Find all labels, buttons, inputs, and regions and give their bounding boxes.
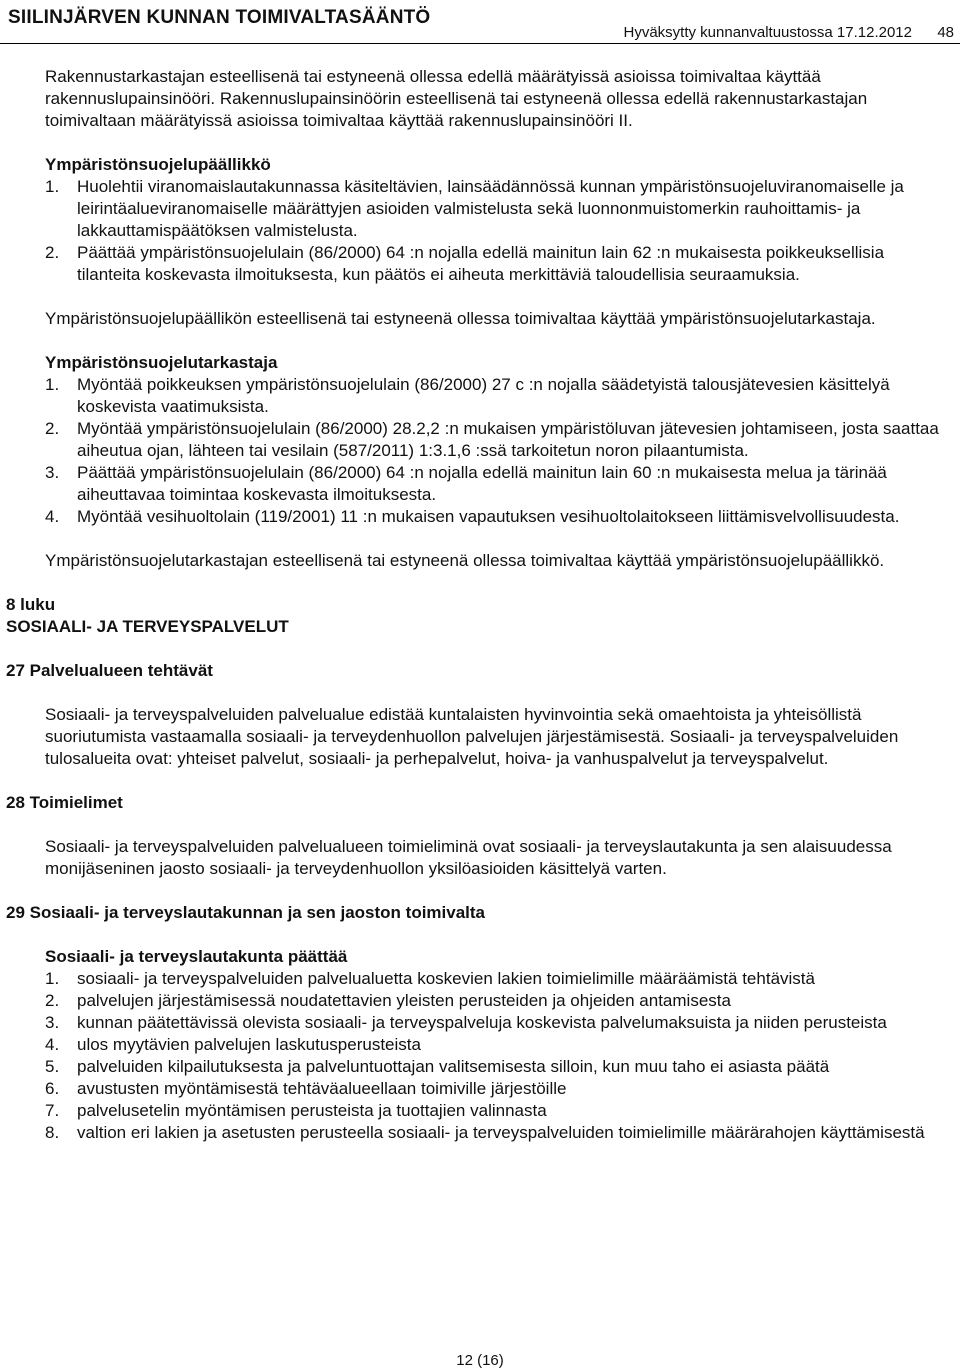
footer-page-count: 12 (16) [456,1352,504,1369]
list-item: 3. kunnan päätettävissä olevista sosiaali- ja terveyspalveluja koskevista palvelumaksuista ja niiden perusteista [45,1013,887,1032]
section-28-text: Sosiaali- ja terveyspalveluiden palvelualueen toimieliminä ovat sosiaali- ja terveyslautakunta ja sen alaisuudessa monijäseninen jaosto sosiaali- ja terveydenhuollon yksilöasioiden käsittelyä varten. [45,837,892,878]
page-header [0,0,960,44]
chapter-title: SOSIAALI- JA TERVEYSPALVELUT [6,617,289,636]
ymparisto-paallikko-list [0,176,960,286]
list-item: 3. Päättää ympäristönsuojelulain (86/2000) 64 :n nojalla edellä mainitun lain 60 :n mukaisesta melua ja tärinää aiheuttavaa toimintaa koskevasta ilmoituksesta. [45,463,887,504]
ymparisto-tarkastaja-list [0,374,960,528]
list-item: 1. sosiaali- ja terveyspalveluiden palvelualuetta koskevien lakien toimielimille määräämistä tehtävistä [45,969,815,988]
section-28-heading: 28 Toimielimet [6,793,123,812]
list-item: 1. Huolehtii viranomaislautakunnassa käsiteltävien, lainsäädännössä kunnan ympäristönsuojeluviranomaiselle ja leirintäalueviranomaiselle määrättyjen asioiden valmistelusta sekä luonnonmuistomerkin rauhoittamis- ja lakkauttamispäätöksen valmistelusta. [45,177,904,240]
list-item: 1. Myöntää poikkeuksen ympäristönsuojelulain (86/2000) 27 c :n nojalla säädetyistä talousjätevesien käsittelyä koskevista vaatimuksista. [45,375,890,416]
list-item: 2. Myöntää ympäristönsuojelulain (86/2000) 28.2,2 :n mukaisen ympäristöluvan jätevesien johtamiseen, josta saattaa aiheutua ojan, lähteen tai vesilain (587/2011) 1:3.1,6 :ssä tarkoitetun noron pilaantumista. [45,419,939,460]
section-29-heading: 29 Sosiaali- ja terveyslautakunnan ja sen jaoston toimivalta [6,903,486,922]
list-item: 7. palvelusetelin myöntämisen perusteista ja tuottajien valinnasta [45,1101,547,1120]
approval-note: Hyväksytty kunnanvaltuustossa 17.12.2012 [623,24,912,41]
list-item: 8. valtion eri lakien ja asetusten perusteella sosiaali- ja terveyspalveluiden toimielimille määrärahojen käyttämisestä [45,1123,925,1142]
section-29-list [0,968,960,1144]
list-item: 4. Myöntää vesihuoltolain (119/2001) 11 :n mukaisen vapautuksen vesihuoltolaitokseen liittämisvelvollisuudesta. [45,507,900,526]
intro-paragraph: Rakennustarkastajan esteellisenä tai estyneenä ollessa edellä määrätyissä asioissa toimivaltaa käyttää rakennuslupainsinööri. Rakennuslupainsinöörin esteellisenä tai estyneenä ollessa edellä rakennustarkastajan toimivaltaan määrätyissä asioissa toimivaltaa käyttää rakennuslupainsinööri II. [45,67,868,130]
list-item: 6. avustusten myöntämisestä tehtäväalueellaan toimiville järjestöille [45,1079,567,1098]
section-29-subheading: Sosiaali- ja terveyslautakunta päättää [45,947,348,966]
list-item: 2. palvelujen järjestämisessä noudatettavien yleisten perusteiden ja ohjeiden antamisesta [45,991,731,1010]
list-item: 5. palveluiden kilpailutuksesta ja palveluntuottajan valitsemisesta silloin, kun muu taho ei asiasta päätä [45,1057,830,1076]
list-item: 2. Päättää ympäristönsuojelulain (86/2000) 64 :n nojalla edellä mainitun lain 62 :n mukaisesta poikkeuksellisia tilanteita koskevasta ilmoituksesta, kun päätös ei aiheuta merkittäviä taloudellisia seuraamuksia. [45,243,885,284]
page-number: 48 [937,24,954,41]
chapter-number: 8 luku [6,595,56,614]
header-rule [0,43,960,44]
list-item: 4. ulos myytävien palvelujen laskutusperusteista [45,1035,421,1054]
section-27-heading: 27 Palvelualueen tehtävät [6,661,213,680]
document-body [0,66,960,1144]
ymparisto-paallikko-heading: Ympäristönsuojelupäällikkö [45,155,271,174]
ymparisto-paallikko-substitute: Ympäristönsuojelupäällikön esteellisenä tai estyneenä ollessa toimivaltaa käyttää ympäristönsuojelutarkastaja. [45,309,876,328]
ymparisto-tarkastaja-substitute: Ympäristönsuojelutarkastajan esteellisenä tai estyneenä ollessa toimivaltaa käyttää ympäristönsuojelupäällikkö. [45,551,885,570]
ymparisto-tarkastaja-heading: Ympäristönsuojelutarkastaja [45,353,278,372]
section-27-text: Sosiaali- ja terveyspalveluiden palvelualue edistää kuntalaisten hyvinvointia sekä omaehtoista ja yhteisöllistä suoriutumista vastaamalla sosiaali- ja terveydenhuollon palvelujen järjestämisestä. Sosiaali- ja terveyspalveluiden tulosalueita ovat: yhteiset palvelut, sosiaali- ja perhepalvelut, hoiva- ja vanhuspalvelut ja terveyspalvelut. [45,705,899,768]
document-title: SIILINJÄRVEN KUNNAN TOIMIVALTASÄÄNTÖ [8,7,431,28]
page-footer [0,1352,960,1369]
